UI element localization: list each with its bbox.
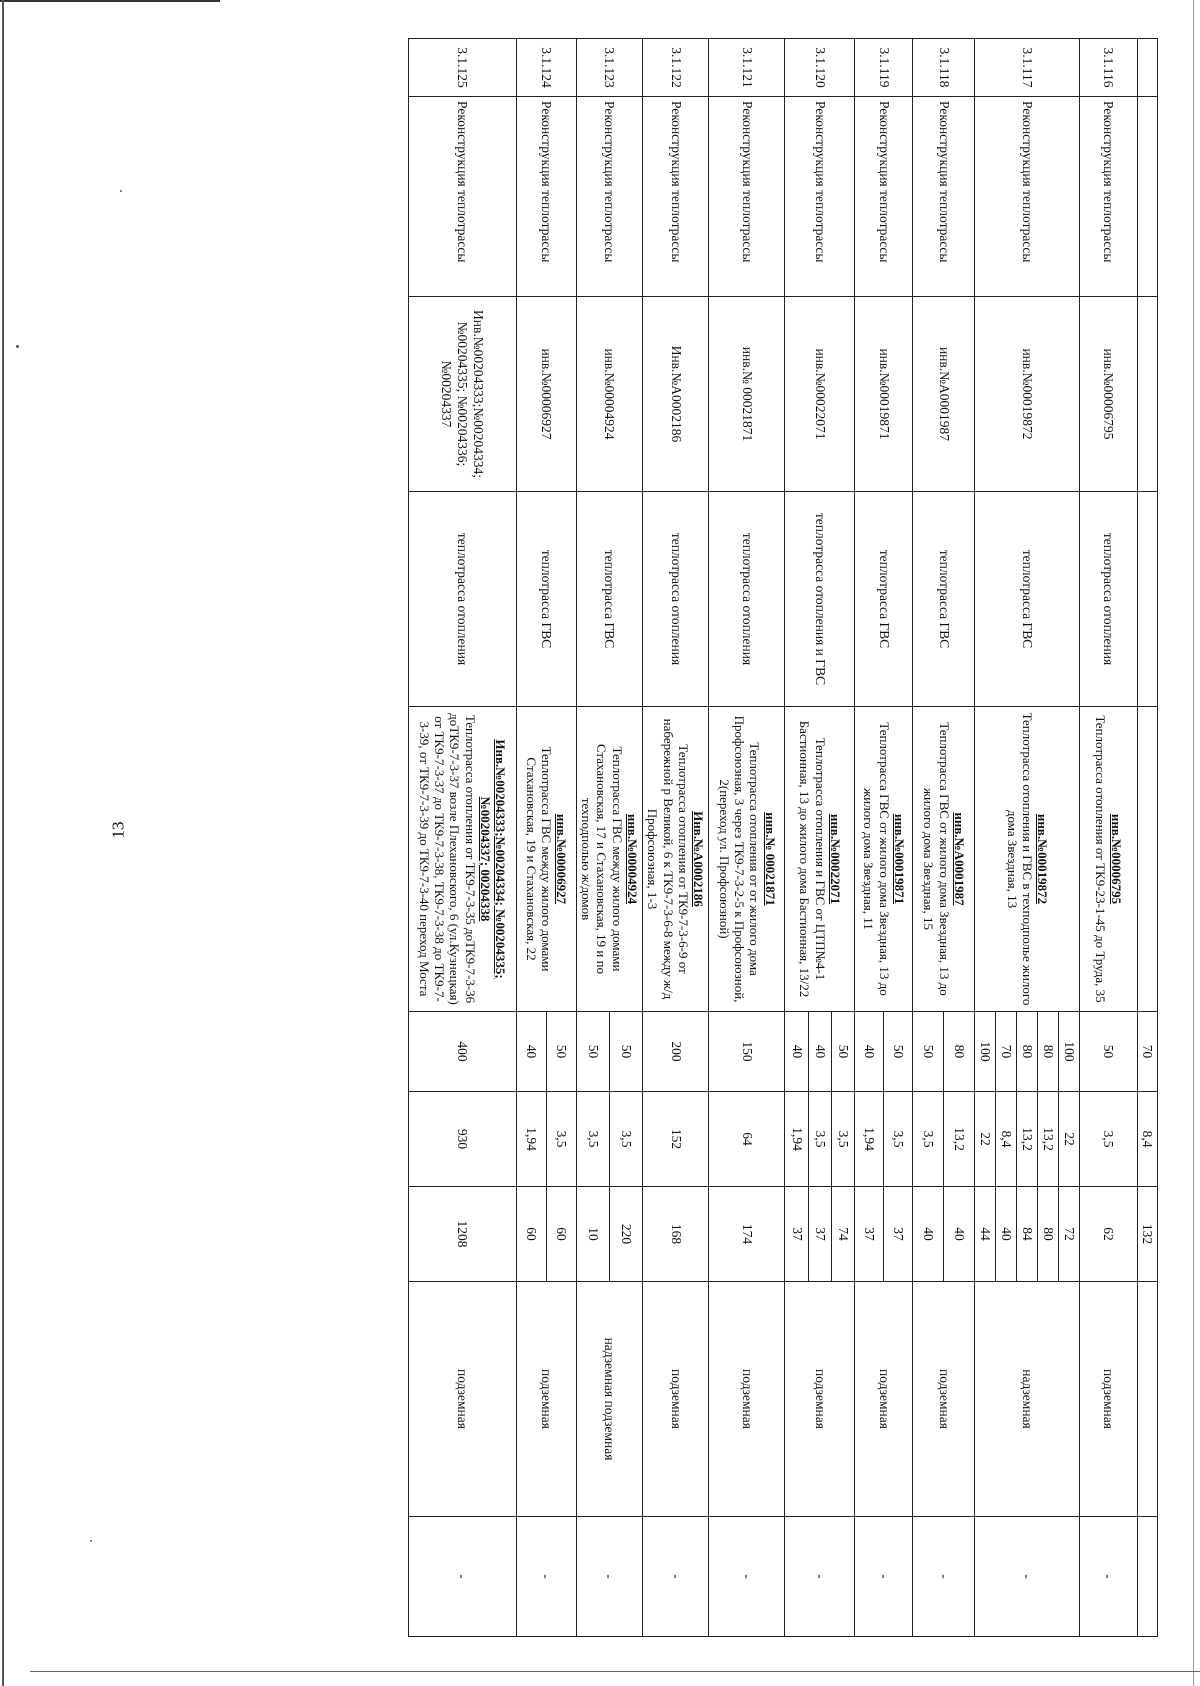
frame-left-line <box>2 0 4 1686</box>
header-row <box>1138 39 1158 1637</box>
object-description <box>643 707 709 1012</box>
row-number: 3.1.118 <box>913 39 975 97</box>
pipe-length: 22 <box>975 1092 996 1187</box>
row-number: 3.1.120 <box>785 39 855 97</box>
remark: - <box>855 1517 913 1637</box>
laying-method: подземная <box>709 1282 785 1517</box>
pipe-length: 3,5 <box>913 1092 944 1187</box>
table-row <box>546 39 576 1637</box>
inventory-number: инв.№00019871 <box>855 297 913 492</box>
remark: - <box>1080 1517 1138 1637</box>
work-type: Реконструкция теплотрассы <box>408 97 516 297</box>
description-inventory: Инв.№А0002186 <box>691 811 707 907</box>
scan-speck <box>120 190 122 192</box>
description-inventory: инв.№00006927 <box>554 813 570 905</box>
inventory-number: инв.№00006927 <box>516 297 576 492</box>
pipe-length: 13,2 <box>1038 1092 1059 1187</box>
inventory-number: инв.№00019872 <box>975 297 1080 492</box>
remark: - <box>516 1517 576 1637</box>
inventory-number: инв.№00006795 <box>1080 297 1138 492</box>
row-number: 3.1.121 <box>709 39 785 97</box>
description-text: Теплотрасса ГВС между жилого домами Стахановская, 17 и Стахановская, 19 и по техподполью ж/домов <box>579 743 625 975</box>
description-inventory: инв.№А0001987 <box>951 812 967 906</box>
pipe-length: 3,5 <box>832 1092 855 1187</box>
table-row <box>709 39 785 1637</box>
description-inventory: инв.№00019871 <box>891 813 907 905</box>
inventory-number: инв.№00004924 <box>576 297 642 492</box>
value: 174 <box>709 1187 785 1282</box>
work-type: Реконструкция теплотрассы <box>785 97 855 297</box>
table-row <box>609 39 642 1637</box>
work-type: Реконструкция теплотрассы <box>913 97 975 297</box>
table-row <box>832 39 855 1637</box>
pipe-diameter: 150 <box>709 1012 785 1092</box>
pipe-diameter: 80 <box>1038 1012 1059 1092</box>
pipe-length: 3,5 <box>884 1092 913 1187</box>
pipe-length: 3,5 <box>576 1092 609 1187</box>
object-name: теплотрасса отопления <box>643 492 709 707</box>
description-text: Теплотрасса отопления и ГВС от ЦТП№4-1 Бастионная, 13 до жилого дома Бастионная, 13/22 <box>797 720 828 998</box>
inventory-number: инв.№00022071 <box>785 297 855 492</box>
table-row <box>1080 39 1138 1637</box>
pipe-length: 3,5 <box>808 1092 831 1187</box>
pipe-length: 3,5 <box>1080 1092 1138 1187</box>
header-cell-volume: 132 <box>1138 1187 1158 1282</box>
value: 44 <box>975 1187 996 1282</box>
value: 84 <box>1017 1187 1038 1282</box>
object-name: теплотрасса ГВС <box>576 492 642 707</box>
pipe-diameter: 50 <box>884 1012 913 1092</box>
inventory-number: Инв.№А0002186 <box>643 297 709 492</box>
work-type: Реконструкция теплотрассы <box>709 97 785 297</box>
table-row <box>884 39 913 1637</box>
pipe-diameter: 50 <box>832 1012 855 1092</box>
description-text: Теплотрасса отопления от ТК9-7-3-35 доТК9-7-3-36 доТК9-7-3-37 возле Плехановского, 6 (ул.Кузнецкая) от ТК9-7-3-37 до ТК9-7-3-38, ТК9-7-3-38 до ТК9-7-3-39, от ТК9-7-3-39 до ТК9-7-3-40 переход Моста <box>416 713 478 1005</box>
remark: - <box>408 1517 516 1637</box>
value: 220 <box>609 1187 642 1282</box>
table-row <box>408 39 516 1637</box>
row-number: 3.1.122 <box>643 39 709 97</box>
pipe-diameter: 50 <box>913 1012 944 1092</box>
row-number: 3.1.117 <box>975 39 1080 97</box>
laying-method: подземная <box>913 1282 975 1517</box>
object-description <box>516 707 576 1012</box>
laying-method: надземная подземная <box>576 1282 642 1517</box>
value: 168 <box>643 1187 709 1282</box>
pipe-length: 22 <box>1059 1092 1080 1187</box>
value: 74 <box>832 1187 855 1282</box>
table-row <box>944 39 975 1637</box>
scan-speck <box>16 345 19 348</box>
pipe-diameter: 200 <box>643 1012 709 1092</box>
value: 80 <box>1038 1187 1059 1282</box>
pipe-diameter: 70 <box>996 1012 1017 1092</box>
pipe-length: 1,94 <box>516 1092 546 1187</box>
value: 1208 <box>408 1187 516 1282</box>
pipe-diameter: 100 <box>1059 1012 1080 1092</box>
pipe-diameter: 80 <box>1017 1012 1038 1092</box>
inventory-number: инв.№А0001987 <box>913 297 975 492</box>
laying-method: надземная <box>975 1282 1080 1517</box>
work-type: Реконструкция теплотрассы <box>1080 97 1138 297</box>
laying-method: подземная <box>785 1282 855 1517</box>
object-name: теплотрасса ГВС <box>913 492 975 707</box>
work-type: Реконструкция теплотрассы <box>975 97 1080 297</box>
pipe-diameter: 50 <box>609 1012 642 1092</box>
remark: - <box>913 1517 975 1637</box>
pipe-diameter: 40 <box>516 1012 546 1092</box>
value: 60 <box>516 1187 546 1282</box>
description-text: Теплотрасса отопления и ГВС в техподполье жилого дома Звездная, 13 <box>1004 712 1035 1006</box>
row-number: 3.1.119 <box>855 39 913 97</box>
object-description <box>913 707 975 1012</box>
value: 37 <box>785 1187 808 1282</box>
object-name: теплотрасса отопления <box>408 492 516 707</box>
object-description <box>975 707 1080 1012</box>
pipe-length: 64 <box>709 1092 785 1187</box>
laying-method: подземная <box>408 1282 516 1517</box>
pipe-diameter: 40 <box>855 1012 884 1092</box>
value: 37 <box>808 1187 831 1282</box>
pipe-diameter: 80 <box>944 1012 975 1092</box>
frame-top-line <box>0 0 220 6</box>
description-text: Теплотрасса ГВС от жилого дома Звездная, 13 до жилого дома Звездная, 11 <box>861 722 892 996</box>
description-text: Теплотрасса отопления от от жилого дома Профсоюзная, 3 через ТК9-7-3-2-5 к Профсоюзной, 2(переход ул. Профсоюзной) <box>716 715 763 1003</box>
pipe-diameter: 40 <box>808 1012 831 1092</box>
pipe-length: 1,94 <box>855 1092 884 1187</box>
value: 72 <box>1059 1187 1080 1282</box>
value: 40 <box>913 1187 944 1282</box>
pipe-diameter: 50 <box>1080 1012 1138 1092</box>
object-description <box>855 707 913 1012</box>
pipe-diameter: 100 <box>975 1012 996 1092</box>
object-name: теплотрасса ГВС <box>975 492 1080 707</box>
laying-method: подземная <box>516 1282 576 1517</box>
description-text: Теплотрасса отопления от ТК9-7-3-6-9 от набережной р Великой, 6 к ТК9-7-3-6-8 между ж/д Профсоюзная, 1-3 <box>645 718 692 1000</box>
remark: - <box>975 1517 1080 1637</box>
description-inventory: инв.№00022071 <box>827 813 843 905</box>
object-description <box>709 707 785 1012</box>
pipe-length: 13,2 <box>1017 1092 1038 1187</box>
pipe-length: 152 <box>643 1092 709 1187</box>
work-type: Реконструкция теплотрассы <box>855 97 913 297</box>
description-text: Теплотрасса ГВС между жилого домами Стахановская, 19 и Стахановская, 22 <box>523 746 554 972</box>
scan-speck <box>90 1540 92 1542</box>
row-number: 3.1.124 <box>516 39 576 97</box>
remark: - <box>643 1517 709 1637</box>
table-row <box>643 39 709 1637</box>
pipe-diameter: 50 <box>546 1012 576 1092</box>
row-number: 3.1.125 <box>408 39 516 97</box>
pipe-diameter: 50 <box>576 1012 609 1092</box>
table-row <box>1059 39 1080 1637</box>
pipe-length: 13,2 <box>944 1092 975 1187</box>
value: 10 <box>576 1187 609 1282</box>
description-inventory: инв.№ 00021871 <box>762 812 778 906</box>
laying-method: подземная <box>1080 1282 1138 1517</box>
value: 37 <box>884 1187 913 1282</box>
work-type: Реконструкция теплотрассы <box>643 97 709 297</box>
object-description <box>408 707 516 1012</box>
pipe-diameter: 400 <box>408 1012 516 1092</box>
pipe-length: 3,5 <box>546 1092 576 1187</box>
object-description <box>785 707 855 1012</box>
works-table <box>408 38 1158 1637</box>
page-number: 13 <box>108 821 128 839</box>
laying-method: подземная <box>643 1282 709 1517</box>
work-type: Реконструкция теплотрассы <box>516 97 576 297</box>
description-text: Теплотрасса ГВС от жилого дома Звездная, 13 до жилого дома Звездная, 15 <box>921 722 952 996</box>
work-type: Реконструкция теплотрассы <box>576 97 642 297</box>
row-number: 3.1.116 <box>1080 39 1138 97</box>
value: 60 <box>546 1187 576 1282</box>
remark: - <box>709 1517 785 1637</box>
pipe-length: 930 <box>408 1092 516 1187</box>
header-cell-diameter: 70 <box>1138 1012 1158 1092</box>
value: 40 <box>944 1187 975 1282</box>
laying-method: подземная <box>855 1282 913 1517</box>
remark: - <box>576 1517 642 1637</box>
object-name: теплотрасса отопления <box>1080 492 1138 707</box>
value: 37 <box>855 1187 884 1282</box>
pipe-diameter: 40 <box>785 1012 808 1092</box>
remark: - <box>785 1517 855 1637</box>
description-inventory: инв.№00004924 <box>625 813 641 905</box>
object-name: теплотрасса отопления и ГВС <box>785 492 855 707</box>
object-name: теплотрасса ГВС <box>855 492 913 707</box>
inventory-number: инв.№ 00021871 <box>709 297 785 492</box>
object-description <box>576 707 642 1012</box>
object-description <box>1080 707 1138 1012</box>
pipe-length: 3,5 <box>609 1092 642 1187</box>
description-inventory: инв.№00006795 <box>1108 813 1124 905</box>
description-text: Теплотрасса отопления от ТК9-23-1-45 до Труда, 35 <box>1093 715 1109 1003</box>
frame-right-line <box>1193 0 1194 1686</box>
header-cell-length: 8,4 <box>1138 1092 1158 1187</box>
description-inventory: инв.№00019872 <box>1035 813 1051 905</box>
frame-bottom-line <box>30 1671 1200 1672</box>
object-name: теплотрасса отопления <box>709 492 785 707</box>
row-number: 3.1.123 <box>576 39 642 97</box>
description-inventory: Инв.№00204333;№00204334; №00204335; №00204337; 00204338 <box>477 739 509 979</box>
object-name: теплотрасса ГВС <box>516 492 576 707</box>
pipe-length: 8,4 <box>996 1092 1017 1187</box>
value: 62 <box>1080 1187 1138 1282</box>
inventory-number: Инв.№00204333;№00204334; №00204335; №00204336; №00204337 <box>408 297 516 492</box>
value: 40 <box>996 1187 1017 1282</box>
rotated-table-wrapper <box>408 38 1158 1636</box>
pipe-length: 1,94 <box>785 1092 808 1187</box>
